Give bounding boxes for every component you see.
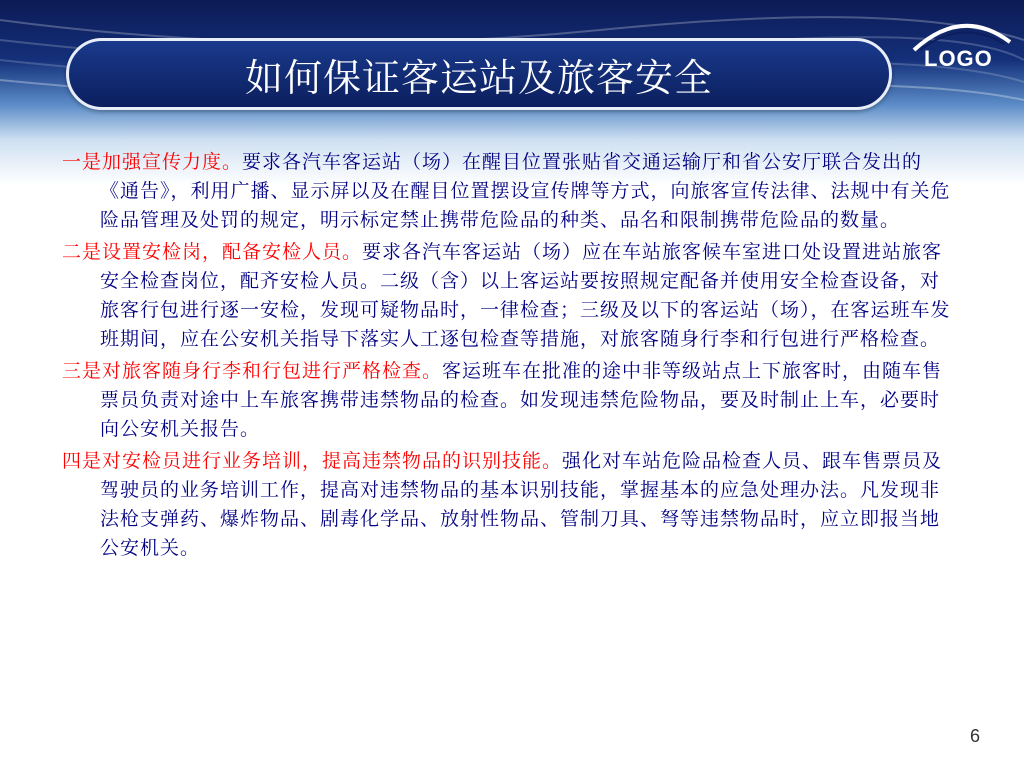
paragraph-2 <box>62 238 958 354</box>
page-number: 6 <box>969 726 980 746</box>
paragraph-body: 要求各汽车客运站（场）在醒目位置张贴省交通运输厅和省公安厅联合发出的《通告》，利用广播、显示屏以及在醒目位置摆设宣传牌等方式，向旅客宣传法律、法规中有关危险品管理及处罚的规定，明示标定禁止携带危险品的种类、品名和限制携带危险品的数量。 <box>100 151 951 231</box>
logo <box>906 12 1018 82</box>
content-area <box>62 148 958 566</box>
paragraph-body: 要求各汽车客运站（场）应在车站旅客候车室进口处设置进站旅客安全检查岗位，配齐安检人员。二级（含）以上客运站要按照规定配备并使用安全检查设备，对旅客行包进行逐一安检，发现可疑物品时，一律检查；三级及以下的客运站（场），在客运班车发班期间，应在公安机关指导下落实人工逐包检查等措施，对旅客随身行李和行包进行严格检查。 <box>100 241 951 350</box>
paragraph-lead: 四是对安检员进行业务培训，提高违禁物品的识别技能。 <box>62 450 563 472</box>
paragraph-body: 强化对车站危险品检查人员、跟车售票员及驾驶员的业务培训工作，提高对违禁物品的基本识别技能，掌握基本的应急处理办法。凡发现非法枪支弹药、爆炸物品、剧毒化学品、放射性物品、管制刀具、弩等违禁物品时，应立即报当地公安机关。 <box>100 450 943 559</box>
logo-text: LOGO <box>924 46 993 71</box>
paragraph-1 <box>62 148 958 235</box>
paragraph-3 <box>62 357 958 444</box>
paragraph-lead: 三是对旅客随身行李和行包进行严格检查。 <box>62 360 443 382</box>
slide-title: 如何保证客运站及旅客安全 <box>244 55 713 100</box>
title-banner <box>66 38 892 110</box>
paragraph-body: 客运班车在批准的途中非等级站点上下旅客时，由随车售票员负责对途中上车旅客携带违禁物品的检查。如发现违禁危险物品，要及时制止上车，必要时向公安机关报告。 <box>100 360 943 440</box>
paragraph-lead: 二是设置安检岗，配备安检人员。 <box>62 241 363 263</box>
paragraph-lead: 一是加强宣传力度。 <box>62 151 243 173</box>
paragraph-4 <box>62 447 958 563</box>
